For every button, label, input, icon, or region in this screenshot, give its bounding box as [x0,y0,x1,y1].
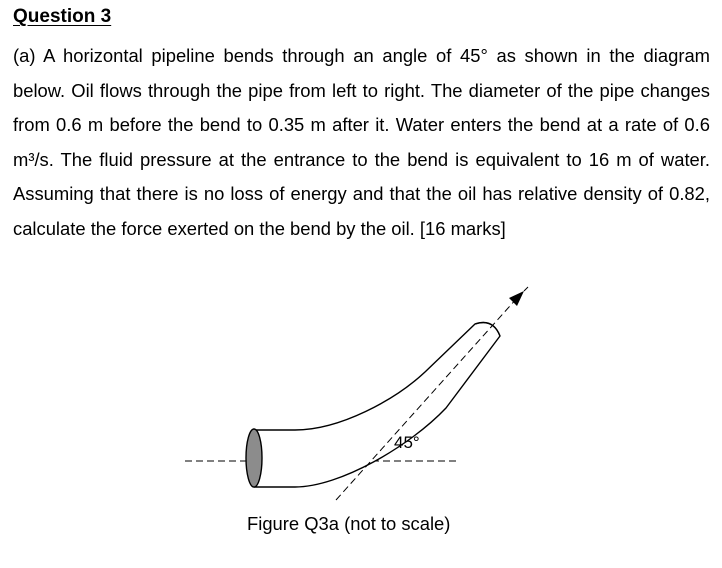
flow-direction-arrowhead [509,291,524,306]
angle-label: 45° [394,433,420,452]
arrow-tail-dash [524,287,528,291]
figure-caption: Figure Q3a (not to scale) [247,513,451,534]
question-heading: Question 3 [13,6,112,27]
inclined-reference-line [336,297,518,500]
pipe-inlet [246,429,262,487]
pipe-body [254,323,500,488]
question-text: (a) A horizontal pipeline bends through an angle of 45° as shown in the diagram below. Oil flows through the pipe from left to right. The diameter of the pipe changes from 0.6 m before the bend to 0.35 m after it. Water enters the bend at a rate of 0.6 m³/s. The fluid pressure at the entrance to the bend is equivalent to 16 m of water. Assuming that there is no loss of energy and that the oil has relative density of 0.82, calculate the force exerted on the bend by the oil. [16 marks] [13,45,710,239]
